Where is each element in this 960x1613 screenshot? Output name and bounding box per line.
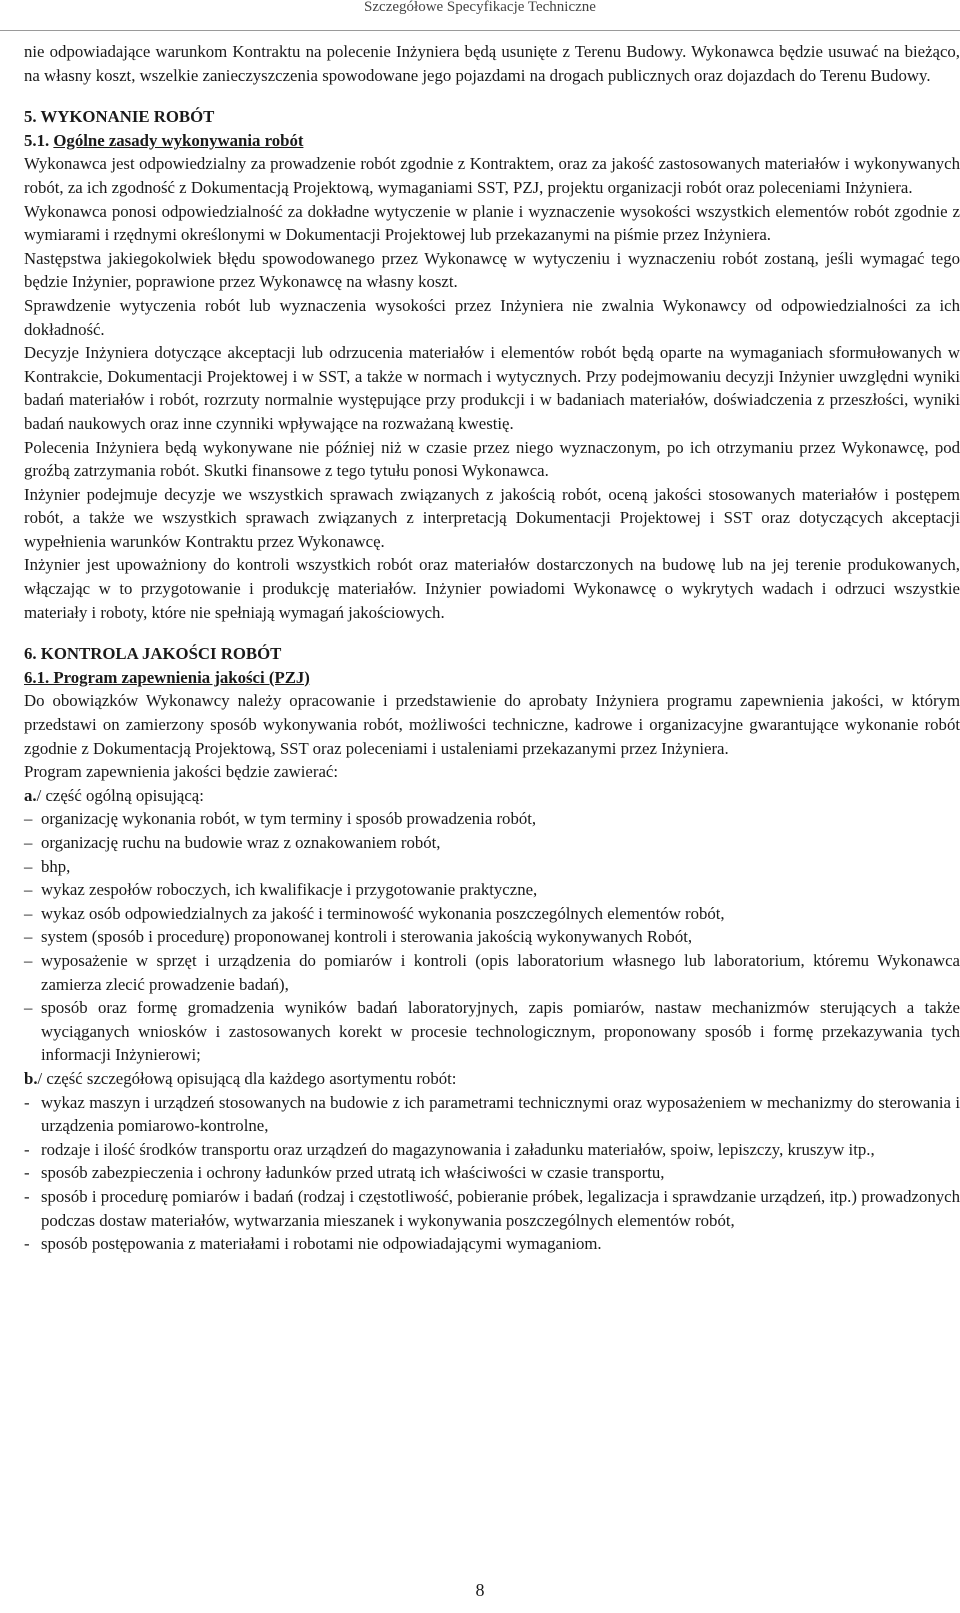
header-title: Szczegółowe Specyfikacje Techniczne [364,0,596,15]
list-item [24,878,960,902]
program-line: Program zapewnienia jakości będzie zawierać: [24,762,339,782]
header-rule [0,30,960,31]
section-5-paragraph: Decyzje Inżyniera dotyczące akceptacji lub odrzucenia materiałów i elementów robót będą oparte na wymaganiach sformułowanych w Kontrakcie, Dokumentacji Projektowej i w SST, a także w normach i wytycznych. Przy podejmowaniu decyzji Inżynier uwzględni wyniki badań materiałów i robót, rozrzuty normalnie występujące przy produkcji i w badaniach materiałów, doświadczenia z przeszłości, wyniki badań naukowych oraz inne czynniki wpływające na rozważaną kwestię. [24,343,960,433]
section-5-paragraph: Inżynier jest upoważniony do kontroli wszystkich robót oraz materiałów dostarczonych na budowę lub na jej terenie produkowanych, włączając w to przygotowanie i produkcję materiałów. Inżynier powiadomi Wykonawcę o wykrytych wadach i odrzuci wszystkie materiały i roboty, które nie spełniają wymagań jakościowych. [24,555,960,622]
page-number: 8 [475,1580,485,1600]
part-b-label: b. [24,1068,38,1088]
hyphen-marker: - [24,1234,30,1254]
document-body [24,40,960,1256]
section-5-paragraph: Polecenia Inżyniera będą wykonywane nie później niż w czasie przez niego wyznaczonym, po ich otrzymaniu przez Wykonawcę, pod groźbą zatrzymania robót. Skutki finansowe z tego tytułu ponosi Wykonawca. [24,437,960,481]
part-a-label: a. [24,785,37,805]
dash-marker: – [24,903,33,923]
part-a-text: / część ogólną opisującą: [36,785,204,805]
hyphen-marker: - [24,1163,30,1183]
list-item-text: wykaz zespołów roboczych, ich kwalifikacje i przygotowanie praktyczne, [41,880,538,900]
section-5-1-title: Ogólne zasady wykonywania robót [53,130,304,150]
list-item-text: rodzaje i ilość środków transportu oraz urządzeń do magazynowania i załadunku materiałów, spoiw, lepiszczy, kruszyw itp., [41,1139,875,1159]
paragraph-intro: nie odpowiadające warunkom Kontraktu na polecenie Inżyniera będą usunięte z Terenu Budowy. Wykonawca będzie usuwać na bieżąco, na własny koszt, wszelkie zanieczyszczenia spowodowane jego pojazdami na drogach publicznych oraz dojazdach do Terenu Budowy. [24,42,960,85]
list-item [24,1091,960,1138]
section-6-intro: Do obowiązków Wykonawcy należy opracowanie i przedstawienie do aprobaty Inżyniera programu zapewnienia jakości, w którym przedstawi on zamierzony sposób wykonywania robót, możliwości techniczne, kadrowe i organizacyjne gwarantujące wykonanie robót zgodnie z Dokumentacją Projektową, SST oraz poleceniami i ustaleniami przekazanymi przez Inżyniera. [24,691,960,758]
hyphen-marker: - [24,1092,30,1112]
section-5-1-heading [24,129,960,153]
section-6-1-heading: 6.1. Program zapewnienia jakości (PZJ) [24,667,310,687]
part-a-heading [24,784,960,808]
list-item-text: bhp, [41,856,71,876]
list-item [24,1185,960,1232]
list-item [24,949,960,996]
section-5-paragraph: Wykonawca jest odpowiedzialny za prowadzenie robót zgodnie z Kontraktem, oraz za jakość zastosowanych materiałów i wykonywanych robót, za ich zgodność z Dokumentacją Projektową, wymaganiami SST, PZJ, projektu organizacji robót oraz poleceniami Inżyniera. [24,154,960,197]
list-item-text: system (sposób i procedurę) proponowanej kontroli i sterowania jakością wykonywanych Robót, [41,927,693,947]
list-item-text: sposób oraz formę gromadzenia wyników badań laboratoryjnych, zapis pomiarów, nastaw mechanizmów sterujących a także wyciąganych wniosków i zastosowanych korekt w procesie technologicznym, proponowany sposób i formę przekazywania tych informacji Inżynierowi; [41,998,960,1065]
page-header [0,0,960,36]
list-item [24,807,960,831]
hyphen-marker: - [24,1186,30,1206]
dash-marker: – [24,809,33,829]
list-item [24,855,960,879]
list-item-text: organizację wykonania robót, w tym terminy i sposób prowadzenia robót, [41,809,537,829]
dash-marker: – [24,880,33,900]
hyphen-marker: - [24,1139,30,1159]
section-5-heading: 5. WYKONANIE ROBÓT [24,107,215,127]
part-b-heading [24,1067,960,1091]
list-item [24,902,960,926]
list-item-text: wyposażenie w sprzęt i urządzenia do pomiarów i kontroli (opis laboratorium własnego lub laboratorium, któremu Wykonawca zamierza zlecić prowadzenie badań), [41,950,960,994]
section-6-heading: 6. KONTROLA JAKOŚCI ROBÓT [24,644,282,664]
part-a-list [24,807,960,1067]
list-item-text: sposób i procedurę pomiarów i badań (rodzaj i częstotliwość, pobieranie próbek, legalizacja i sprawdzanie urządzeń, itp.) prowadzonych podczas dostaw materiałów, wytwarzania mieszanek i wykonywania poszczególnych elementów robót, [41,1186,960,1230]
dash-marker: – [24,950,33,970]
part-b-text: / część szczegółową opisującą dla każdego asortymentu robót: [37,1068,457,1088]
dash-marker: – [24,927,33,947]
list-item [24,925,960,949]
dash-marker: – [24,833,33,852]
section-5-paragraph: Wykonawca ponosi odpowiedzialność za dokładne wytyczenie w planie i wyznaczenie wysokości wszystkich elementów robót zgodnie z wymiarami i rzędnymi określonymi w Dokumentacji Projektowej lub przekazanymi na piśmie przez Inżyniera. [24,201,960,245]
section-5-paragraph: Inżynier podejmuje decyzje we wszystkich sprawach związanych z jakością robót, oceną jakości stosowanych materiałów i postępem robót, a także we wszystkich sprawach związanych z interpretacją Dokumentacji Projektowej i SST oraz dotyczących akceptacji wypełnienia warunków Kontraktu przez Wykonawcę. [24,484,960,551]
part-b-list [24,1091,960,1256]
list-item [24,1138,960,1162]
list-item [24,1232,960,1256]
list-item [24,1161,960,1185]
list-item [24,996,960,1067]
list-item-text: sposób postępowania z materiałami i robotami nie odpowiadającymi wymaganiom. [41,1234,602,1254]
list-item [24,831,960,855]
list-item-text: wykaz maszyn i urządzeń stosowanych na budowie z ich parametrami technicznymi oraz wyposażeniem w mechanizmy do sterowania i urządzenia pomiarowo-kontrolne, [41,1092,960,1136]
dash-marker: – [24,998,33,1018]
section-5-paragraph: Sprawdzenie wytyczenia robót lub wyznaczenia wysokości przez Inżyniera nie zwalnia Wykonawcy od odpowiedzialności za ich dokładność. [24,295,960,339]
section-5-paragraph: Następstwa jakiegokolwiek błędu spowodowanego przez Wykonawcę w wytyczeniu i wyznaczeniu robót zostaną, jeśli wymagać tego będzie Inżynier, poprawione przez Wykonawcę na własny koszt. [24,248,960,292]
list-item-text: wykaz osób odpowiedzialnych za jakość i terminowość wykonania poszczególnych elementów robót, [41,903,725,923]
section-5-1-number: 5.1. [24,130,54,150]
dash-marker: – [24,856,33,876]
list-item-text: sposób zabezpieczenia i ochrony ładunków przed utratą ich właściwości w czasie transportu, [41,1163,665,1183]
list-item-text: organizację ruchu na budowie wraz z oznakowaniem robót, [41,833,441,852]
